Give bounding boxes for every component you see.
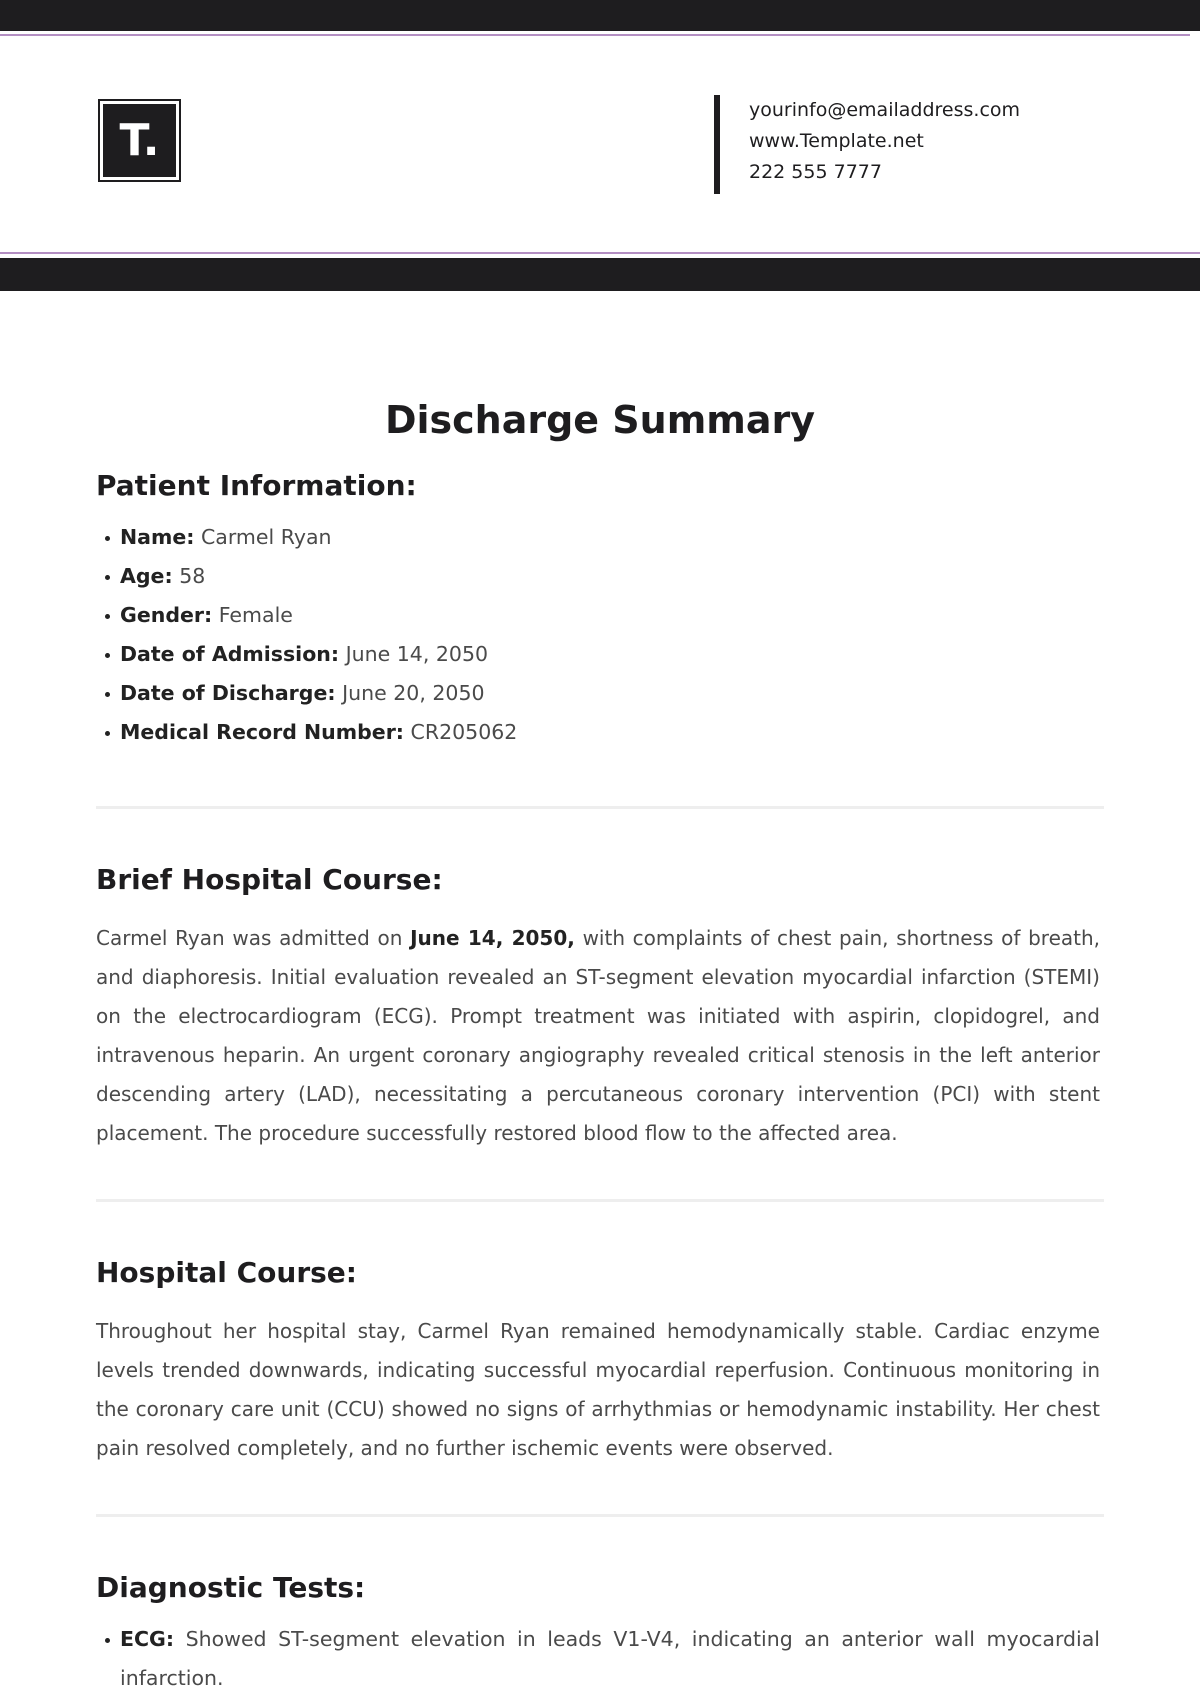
hospital-course-heading: Hospital Course: bbox=[96, 1256, 357, 1289]
item-label: Date of Discharge: bbox=[120, 681, 336, 705]
item-label: Medical Record Number: bbox=[120, 720, 404, 744]
section-divider bbox=[96, 1514, 1104, 1517]
logo bbox=[98, 99, 181, 182]
list-item bbox=[96, 1620, 1100, 1698]
contact-phone: 222 555 7777 bbox=[749, 161, 882, 183]
brief-course-text-start: Carmel Ryan was admitted on bbox=[96, 926, 403, 950]
item-label: Date of Admission: bbox=[120, 642, 340, 666]
list-item bbox=[96, 557, 1100, 596]
list-item bbox=[96, 674, 1100, 713]
diagnostic-tests-list bbox=[96, 1620, 1100, 1698]
item-value: CR205062 bbox=[410, 720, 518, 744]
section-divider bbox=[96, 1199, 1104, 1202]
brief-course-section bbox=[96, 860, 1100, 1153]
brief-course-heading: Brief Hospital Course: bbox=[96, 863, 443, 896]
item-value: Female bbox=[218, 603, 293, 627]
brief-course-text-rest: with complaints of chest pain, shortness of breath, and diaphoresis. Initial evaluation revealed an ST-segment elevation myocardial infarction (STEMI) on the electrocardiogram (ECG). Prompt treatment was initiated with aspirin, clopidogrel, and intravenous heparin. An urgent coronary angiography revealed critical stenosis in the left anterior descending artery (LAD), necessitating a percutaneous coronary intervention (PCI) with stent placement. The procedure successfully restored blood flow to the affected area. bbox=[96, 926, 1101, 1145]
page-title: Discharge Summary bbox=[384, 398, 816, 442]
header-bottom-accent-line bbox=[0, 252, 1200, 254]
list-item bbox=[96, 713, 1100, 752]
hospital-course-paragraph: Throughout her hospital stay, Carmel Ryan remained hemodynamically stable. Cardiac enzyme levels trended downwards, indicating successful myocardial reperfusion. Continuous monitoring in the coronary care unit (CCU) showed no signs of arrhythmias or hemodynamic instability. Her chest pain resolved completely, and no further ischemic events were observed. bbox=[96, 1319, 1100, 1460]
item-value: June 20, 2050 bbox=[342, 681, 485, 705]
item-label: ECG: bbox=[120, 1627, 175, 1651]
item-label: Age: bbox=[120, 564, 173, 588]
diagnostic-tests-heading: Diagnostic Tests: bbox=[96, 1571, 366, 1604]
section-divider bbox=[96, 806, 1104, 809]
item-label: Gender: bbox=[120, 603, 213, 627]
item-value: June 14, 2050 bbox=[345, 642, 489, 666]
header-top-accent-line bbox=[0, 34, 1190, 36]
list-item bbox=[96, 635, 1100, 674]
item-value: Carmel Ryan bbox=[200, 525, 332, 549]
item-value: 58 bbox=[179, 564, 206, 588]
item-value: Showed ST-segment elevation in leads V1-V4, indicating an anterior wall myocardial infarction. bbox=[120, 1627, 1100, 1690]
brief-course-paragraph bbox=[96, 919, 1100, 1153]
logo-mark: T. bbox=[103, 104, 176, 177]
header-bottom-bar bbox=[0, 258, 1200, 291]
diagnostic-tests-section bbox=[96, 1568, 1100, 1698]
contact-divider bbox=[714, 95, 720, 194]
contact-email[interactable]: yourinfo@emailaddress.com bbox=[749, 99, 1021, 121]
contact-website[interactable]: www.Template.net bbox=[749, 130, 924, 152]
patient-info-list bbox=[96, 518, 1100, 752]
patient-info-heading: Patient Information: bbox=[96, 469, 417, 502]
list-item bbox=[96, 518, 1100, 557]
hospital-course-section bbox=[96, 1253, 1100, 1468]
brief-course-admission-date: June 14, 2050, bbox=[410, 926, 575, 950]
contact-block bbox=[749, 95, 1020, 188]
patient-info-section bbox=[96, 466, 1100, 752]
header-top-bar bbox=[0, 0, 1200, 31]
list-item bbox=[96, 596, 1100, 635]
item-label: Name: bbox=[120, 525, 195, 549]
